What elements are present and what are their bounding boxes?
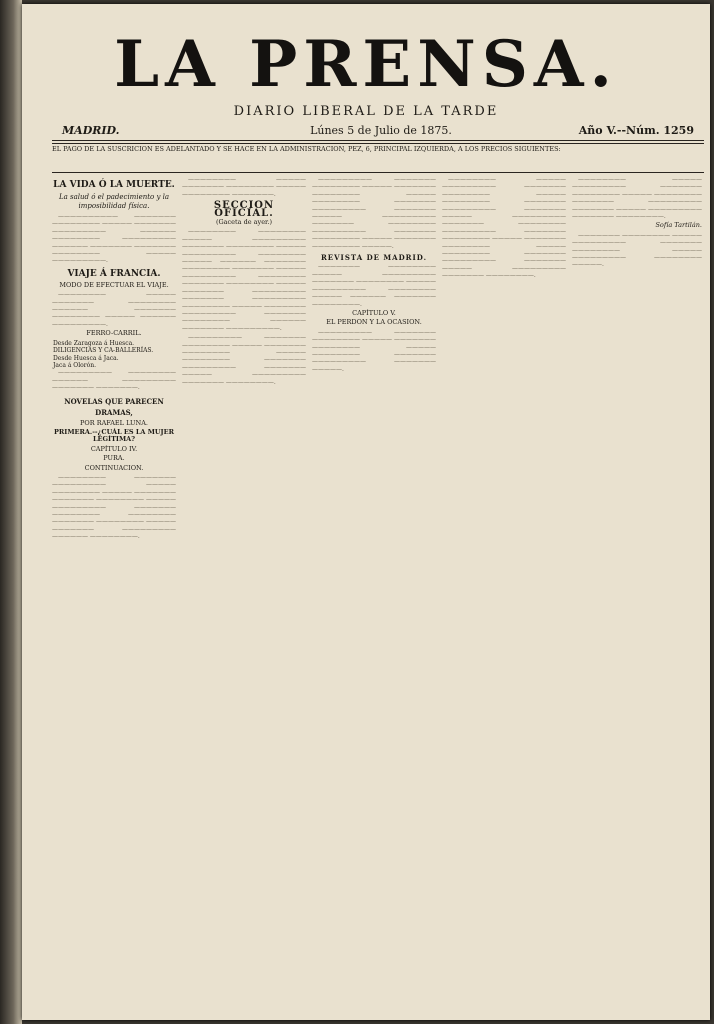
- novel-title: NOVELAS QUE PARECEN DRAMAS,: [64, 396, 164, 417]
- dateline: [62, 124, 700, 140]
- article-title: LA VIDA Ó LA MUERTE.: [53, 180, 175, 190]
- fare-row: DILIGENCIAS Y CA-BALLERÍAS.: [53, 347, 154, 355]
- subtitle: DIARIO LIBERAL DE LA TARDE: [233, 104, 499, 119]
- table-heading: FERRO-CARRIL.: [86, 329, 142, 338]
- dateline-date: Lúnes 5 de Julio de 1875.: [310, 124, 452, 137]
- column-3: ————————— ——————— ———————— ————— ——————— ———————— ————— ———————— ——————— ————————— ——————— ————— ————————— ——————— ———————— ————————— ——————— ———————— ————— ——————— ———————— —————. REVISTA DE MADRID. ——————— ———————— ————— ————————— ——————— ———————— ————— ————————— ———————— ————— —————— ——————— ————————. CAPÍTULO V. EL PERDON Y LA OCASION. ————————— ——————— ———————— ————— ——————— ———————— ————— ———————— ——————— ————————— ——————— —————.: [312, 176, 436, 1010]
- column-4: ———————— ————— ————————— ——————— ———————— ————— ———————— ——————— ————————— ——————— ————— ————————— ——————— ———————— ————————— ——————— ———————— ————— ——————— ———————— ————— ———————— ——————— ————————— ——————— ————— ————————— ——————— ————————.: [442, 176, 566, 1010]
- book-spine: [0, 0, 22, 1024]
- divider: [52, 140, 704, 141]
- novel-author: POR RAFAEL LUNA.: [80, 418, 148, 427]
- fare-row: Desde Zaragoza á Huesca.: [53, 339, 135, 347]
- column-2: ———————— ————— ——————— ———————— ————— ———————— ———————. SECCION OFICIAL. (Gaceta de ayer.) ———————— ———————— ————— ————————— ——————— ———————— ————— ————————— ———————— ————— —————— ——————— ———————— ——————— ————— ————————— ———————— ——————— ———————— ————— ——————— ————————— ——————— ————————— ———————— ————— ——————— ————————— ——————— ———————— —————— ——————— —————————. ————————— ——————— ———————— ————— ——————— ———————— ————— ———————— ——————— ————————— ——————— ————— ————————— ——————— ————————.: [182, 176, 306, 1010]
- divider: [52, 172, 704, 173]
- novel-part: PRIMERA.--¿CUÁL ES LA MUJER LEGÍTIMA?: [54, 427, 174, 444]
- travel-subtitle: MODO DE EFECTUAR EL VIAJE.: [59, 280, 169, 289]
- official-section-title: SECCION OFICIAL.: [213, 200, 275, 219]
- official-section-sub: (Gaceta de ayer.): [215, 218, 273, 227]
- fare-row: Desde Huesca á Jaca.: [53, 354, 119, 362]
- fare-row: Jaca á Olorón.: [53, 361, 97, 369]
- divider: [52, 143, 704, 144]
- continuation: CONTINUACION.: [84, 463, 144, 472]
- article-subtitle: La salud ó el padecimiento y la imposibilidad física.: [58, 193, 170, 210]
- review-title: REVISTA DE MADRID.: [320, 253, 428, 263]
- signature: Sofía Tartilán.: [655, 221, 702, 230]
- subscription-notice: EL PAGO DE LA SUSCRICION ES ADELANTADO Y SE HACE EN LA ADMINISTRACION, PEZ, 6, PRINCIPAL IZQUIERDA, A LOS PRECIOS SIGUIENTES:: [52, 145, 561, 153]
- column-1: LA VIDA Ó LA MUERTE. La salud ó el padecimiento y la imposibilidad física. —————————— ——————— ———————— ————— ——————— ————————— —————— ———————— ————————— —————— ——————— ——————— ———————— ————— —————————. VIAJE Á FRANCIA. MODO DE EFECTUAR EL VIAJE. ———————— ————— ——————— ———————— —————— ——————— ———————— ————— —————— —————————. FERRO-CARRIL. Desde Zaragoza á Huesca. DILIGENCIAS Y CA-BALLERÍAS. Desde Huesca á Jaca. Jaca á Olorón. ————————— ———————— —————— ————————— ——————— ———————. NOVELAS QUE PARECEN DRAMAS, POR RAFAEL LUNA. PRIMERA.--¿CUÁL ES LA MUJER LEGÍTIMA? CAPÍTULO IV. PURA. CONTINUACION. ———————— ——————— ————————— ————— ———————— ————— ——————— ——————— ———————— ————— ————————— ——————— ———————— ———————— ——————— ———————— ————— ——————— ————————— —————— ————————.: [52, 176, 176, 1010]
- travel-title: VIAJE Á FRANCIA.: [67, 268, 161, 279]
- fare-table: [52, 340, 176, 370]
- chapter-title: CAPÍTULO V.: [352, 308, 396, 317]
- chapter-title: CAPÍTULO IV.: [90, 444, 138, 453]
- column-5: ———————— ————— ————————— ——————— ———————— ————— ———————— ——————— ————————— ——————— ————— ————————— ——————— ————————. Sofía Tartilán. ——————— ———————— ————— ————————— ——————— ———————— ————— ————————— ———————— —————.: [572, 176, 702, 269]
- dateline-city: MADRID.: [62, 124, 120, 137]
- issue-number: Año V.--Núm. 1259: [578, 124, 694, 137]
- chapter-subtitle: EL PERDON Y LA OCASION.: [326, 318, 422, 327]
- chapter-subtitle: PURA.: [103, 454, 125, 463]
- masthead: LA PRENSA.: [114, 27, 618, 102]
- newspaper-page: [22, 4, 710, 1020]
